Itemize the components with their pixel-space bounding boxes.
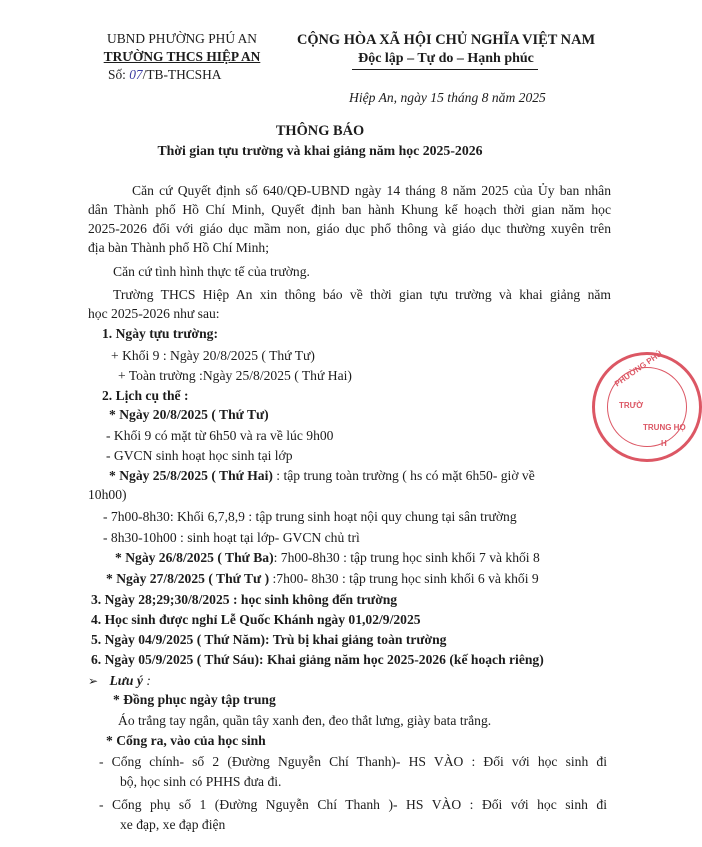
- doc-subtitle: Thời gian tựu trường và khai giảng năm học 2025-2026: [157, 143, 483, 158]
- intro-p1-line2: dân Thành phố Hồ Chí Minh, Quyết định ban hành Khung kế hoạch thời gian năm học: [88, 202, 611, 217]
- section-6: 6. Ngày 05/9/2025 ( Thứ Sáu): Khai giảng năm học 2025-2026 (kế hoạch riêng): [91, 652, 544, 667]
- stamp-text-3: TRUNG HỌ: [643, 423, 686, 432]
- intro-p1-line4: địa bàn Thành phố Hồ Chí Minh;: [88, 240, 269, 255]
- note-heading: ➢ Lưu ý :: [88, 673, 151, 688]
- motto-underline: [352, 69, 538, 70]
- uniform-text: Áo trắng tay ngắn, quần tây xanh đen, đeo thắt lưng, giày bata trắng.: [118, 713, 492, 728]
- date-place: Hiệp An, ngày 15 tháng 8 năm 2025: [349, 90, 546, 105]
- schedule-20-8-item-b: - GVCN sinh hoạt học sinh tại lớp: [106, 448, 293, 463]
- document-number: Số: 07/TB-THCSHA: [108, 67, 222, 82]
- intro-p1-line1: Căn cứ Quyết định số 640/QĐ-UBND ngày 14 tháng 8 năm 2025 của Ủy ban nhân: [132, 183, 611, 198]
- stamp-text-4: H: [661, 439, 667, 448]
- org-line-1: UBND PHƯỜNG PHÚ AN: [107, 31, 257, 46]
- section-2-title: 2. Lịch cụ thể :: [102, 388, 189, 403]
- schedule-25-8-cont: 10h00): [88, 487, 127, 502]
- org-line-2: TRƯỜNG THCS HIỆP AN: [103, 49, 261, 64]
- schedule-25-8-item-b: - 8h30-10h00 : sinh hoạt tại lớp- GVCN chủ trì: [103, 530, 360, 545]
- schedule-20-8-item-a: - Khối 9 có mặt từ 6h50 và ra về lúc 9h00: [106, 428, 334, 443]
- stamp-text-1: PHƯỜNG PHÚ: [613, 349, 664, 389]
- nation-title: CỘNG HÒA XÃ HỘI CHỦ NGHĨA VIỆT NAM: [296, 32, 596, 48]
- red-seal-stamp: [592, 349, 702, 462]
- intro-p3-line2: học 2025-2026 như sau:: [88, 306, 220, 321]
- section-1-item-a: + Khối 9 : Ngày 20/8/2025 ( Thứ Tư): [111, 348, 315, 363]
- stamp-text-2: TRƯỜ: [619, 401, 644, 410]
- intro-p3-line1: Trường THCS Hiệp An xin thông báo về thời gian tựu trường và khai giảng năm: [113, 287, 611, 302]
- intro-p2: Căn cứ tình hình thực tế của trường.: [113, 264, 310, 279]
- handwritten-number: 07: [129, 67, 143, 82]
- nation-motto: Độc lập – Tự do – Hạnh phúc: [358, 51, 534, 66]
- section-1-title: 1. Ngày tựu trường:: [102, 326, 218, 341]
- gate-1-line1: - Cổng chính- số 2 (Đường Nguyễn Chí Thanh)- HS VÀO : Đối với học sinh đi: [99, 754, 607, 769]
- schedule-20-8: * Ngày 20/8/2025 ( Thứ Tư): [109, 407, 269, 422]
- schedule-26-8: * Ngày 26/8/2025 ( Thứ Ba): 7h00-8h30 : tập trung học sinh khối 7 và khối 8: [115, 550, 540, 565]
- gate-title: * Cổng ra, vào của học sinh: [106, 733, 266, 748]
- section-4: 4. Học sinh được nghỉ Lễ Quốc Khánh ngày 01,02/9/2025: [91, 612, 421, 627]
- gate-2-line1: - Cổng phụ số 1 (Đường Nguyễn Chí Thanh )- HS VÀO : Đối với học sinh đi: [99, 797, 607, 812]
- gate-2-line2: xe đạp, xe đạp điện: [120, 817, 226, 832]
- arrow-bullet-icon: ➢: [88, 674, 99, 688]
- doc-title: THÔNG BÁO: [275, 123, 365, 139]
- intro-p1-line3: 2025-2026 đối với giáo dục mầm non, giáo dục phổ thông và giáo dục thường xuyên trên: [88, 221, 611, 236]
- schedule-25-8: * Ngày 25/8/2025 ( Thứ Hai) : tập trung toàn trường ( hs có mặt 6h50- giờ về: [109, 468, 535, 483]
- uniform-title: * Đồng phục ngày tập trung: [113, 692, 276, 707]
- section-1-item-b: + Toàn trường :Ngày 25/8/2025 ( Thứ Hai): [118, 368, 352, 383]
- schedule-25-8-item-a: - 7h00-8h30: Khối 6,7,8,9 : tập trung sinh hoạt nội quy chung tại sân trường: [103, 509, 517, 524]
- schedule-27-8: * Ngày 27/8/2025 ( Thứ Tư ) :7h00- 8h30 : tập trung học sinh khối 6 và khối 9: [106, 571, 539, 586]
- section-3: 3. Ngày 28;29;30/8/2025 : học sinh không đến trường: [91, 592, 398, 607]
- gate-1-line2: bộ, học sinh có PHHS đưa đi.: [120, 774, 282, 789]
- section-5: 5. Ngày 04/9/2025 ( Thứ Năm): Trù bị khai giảng toàn trường: [91, 632, 447, 647]
